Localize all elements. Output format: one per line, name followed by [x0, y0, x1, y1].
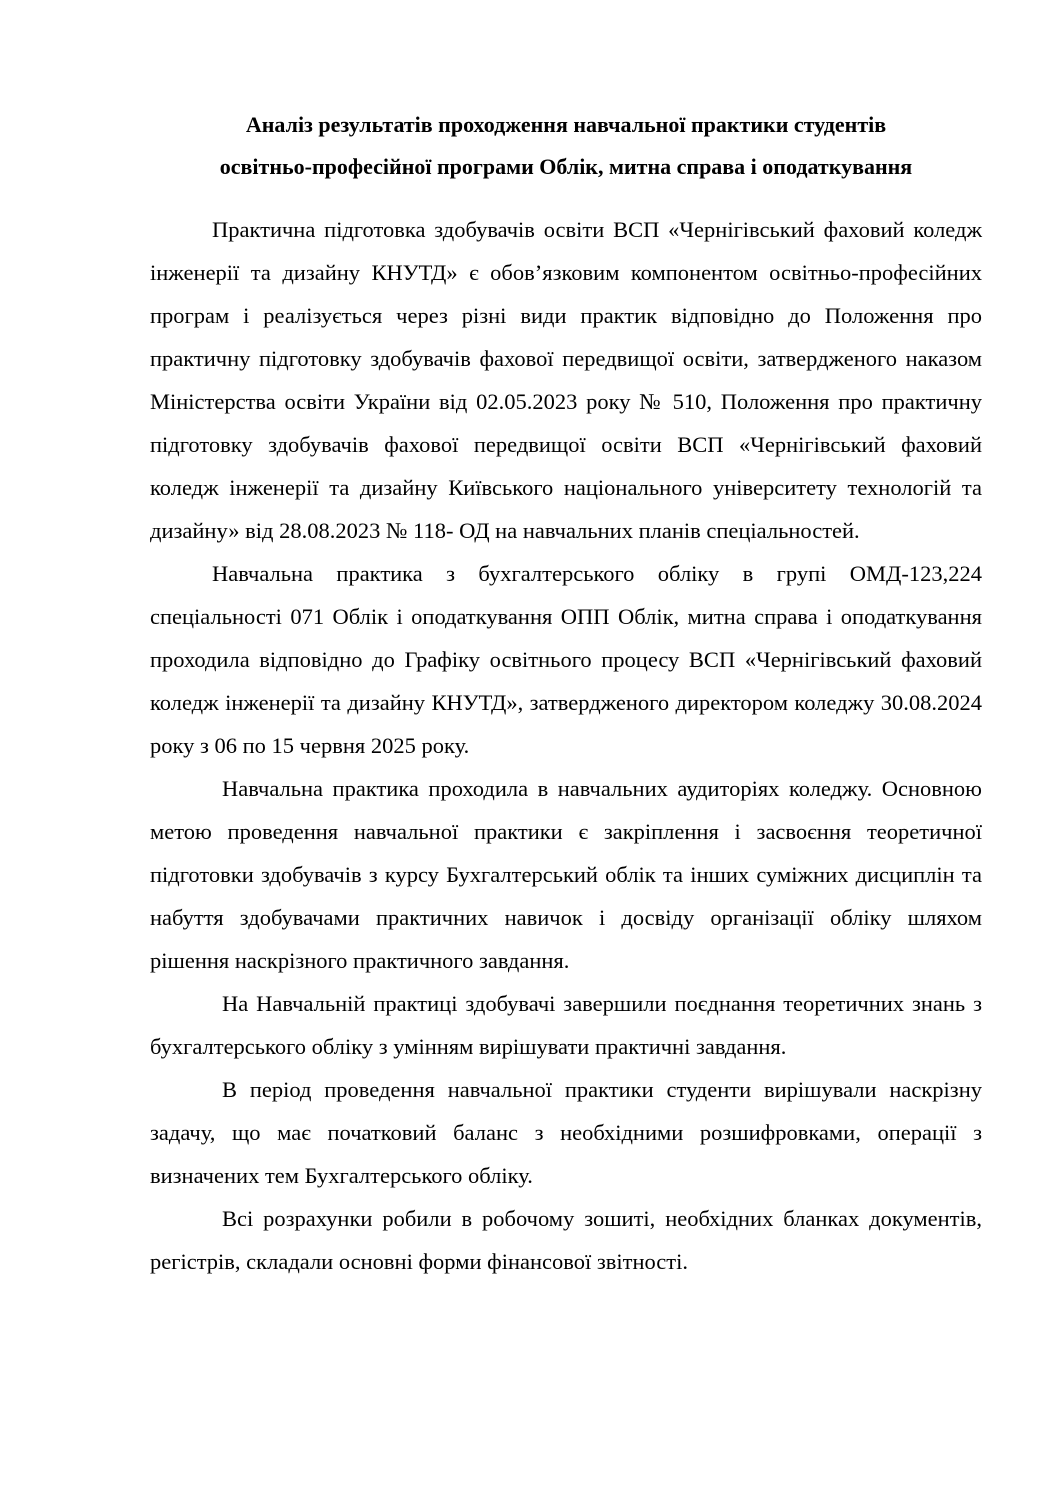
title-line-2: освітньо-професійної програми Облік, митна справа і оподаткування [219, 154, 913, 179]
paragraph-5: В період проведення навчальної практики студенти вирішували наскрізну задачу, що має початковий баланс з необхідними розшифровками, операції з визначених тем Бухгалтерського обліку. [150, 1077, 982, 1188]
document-title [150, 104, 982, 188]
paragraph-2: Навчальна практика з бухгалтерського обліку в групі ОМД-123,224 спеціальності 071 Облік і оподаткування ОПП Облік, митна справа і оподаткування проходила відповідно до Графіку освітнього процесу ВСП «Чернігівський фаховий коледж інженерії та дизайну КНУТД», затвердженого директором коледжу 30.08.2024 року з 06 по 15 червня 2025 року. [150, 561, 982, 758]
paragraph-1: Практична підготовка здобувачів освіти ВСП «Чернігівський фаховий коледж інженерії та дизайну КНУТД» є обов’язковим компонентом освітньо-професійних програм і реалізується через різні види практик відповідно до Положення про практичну підготовку здобувачів фахової передвищої освіти, затвердженого наказом Міністерства освіти України від 02.05.2023 року № 510, Положення про практичну підготовку здобувачів фахової передвищої освіти ВСП «Чернігівський фаховий коледж інженерії та дизайну Київського національного університету технологій та дизайну» від 28.08.2023 № 118- ОД на навчальних планів спеціальностей. [150, 217, 982, 543]
document-body [150, 208, 982, 1283]
paragraph-3: Навчальна практика проходила в навчальних аудиторіях коледжу. Основною метою проведення навчальної практики є закріплення і засвоєння теоретичної підготовки здобувачів з курсу Бухгалтерський облік та інших суміжних дисциплін та набуття здобувачами практичних навичок і досвіду організації обліку шляхом рішення наскрізного практичного завдання. [150, 776, 982, 973]
title-line-1: Аналіз результатів проходження навчальної практики студентів [245, 112, 887, 137]
paragraph-6: Всі розрахунки робили в робочому зошиті, необхідних бланках документів, регістрів, складали основні форми фінансової звітності. [150, 1206, 982, 1274]
paragraph-4: На Навчальній практиці здобувачі завершили поєднання теоретичних знань з бухгалтерського обліку з умінням вирішувати практичні завдання. [150, 991, 982, 1059]
